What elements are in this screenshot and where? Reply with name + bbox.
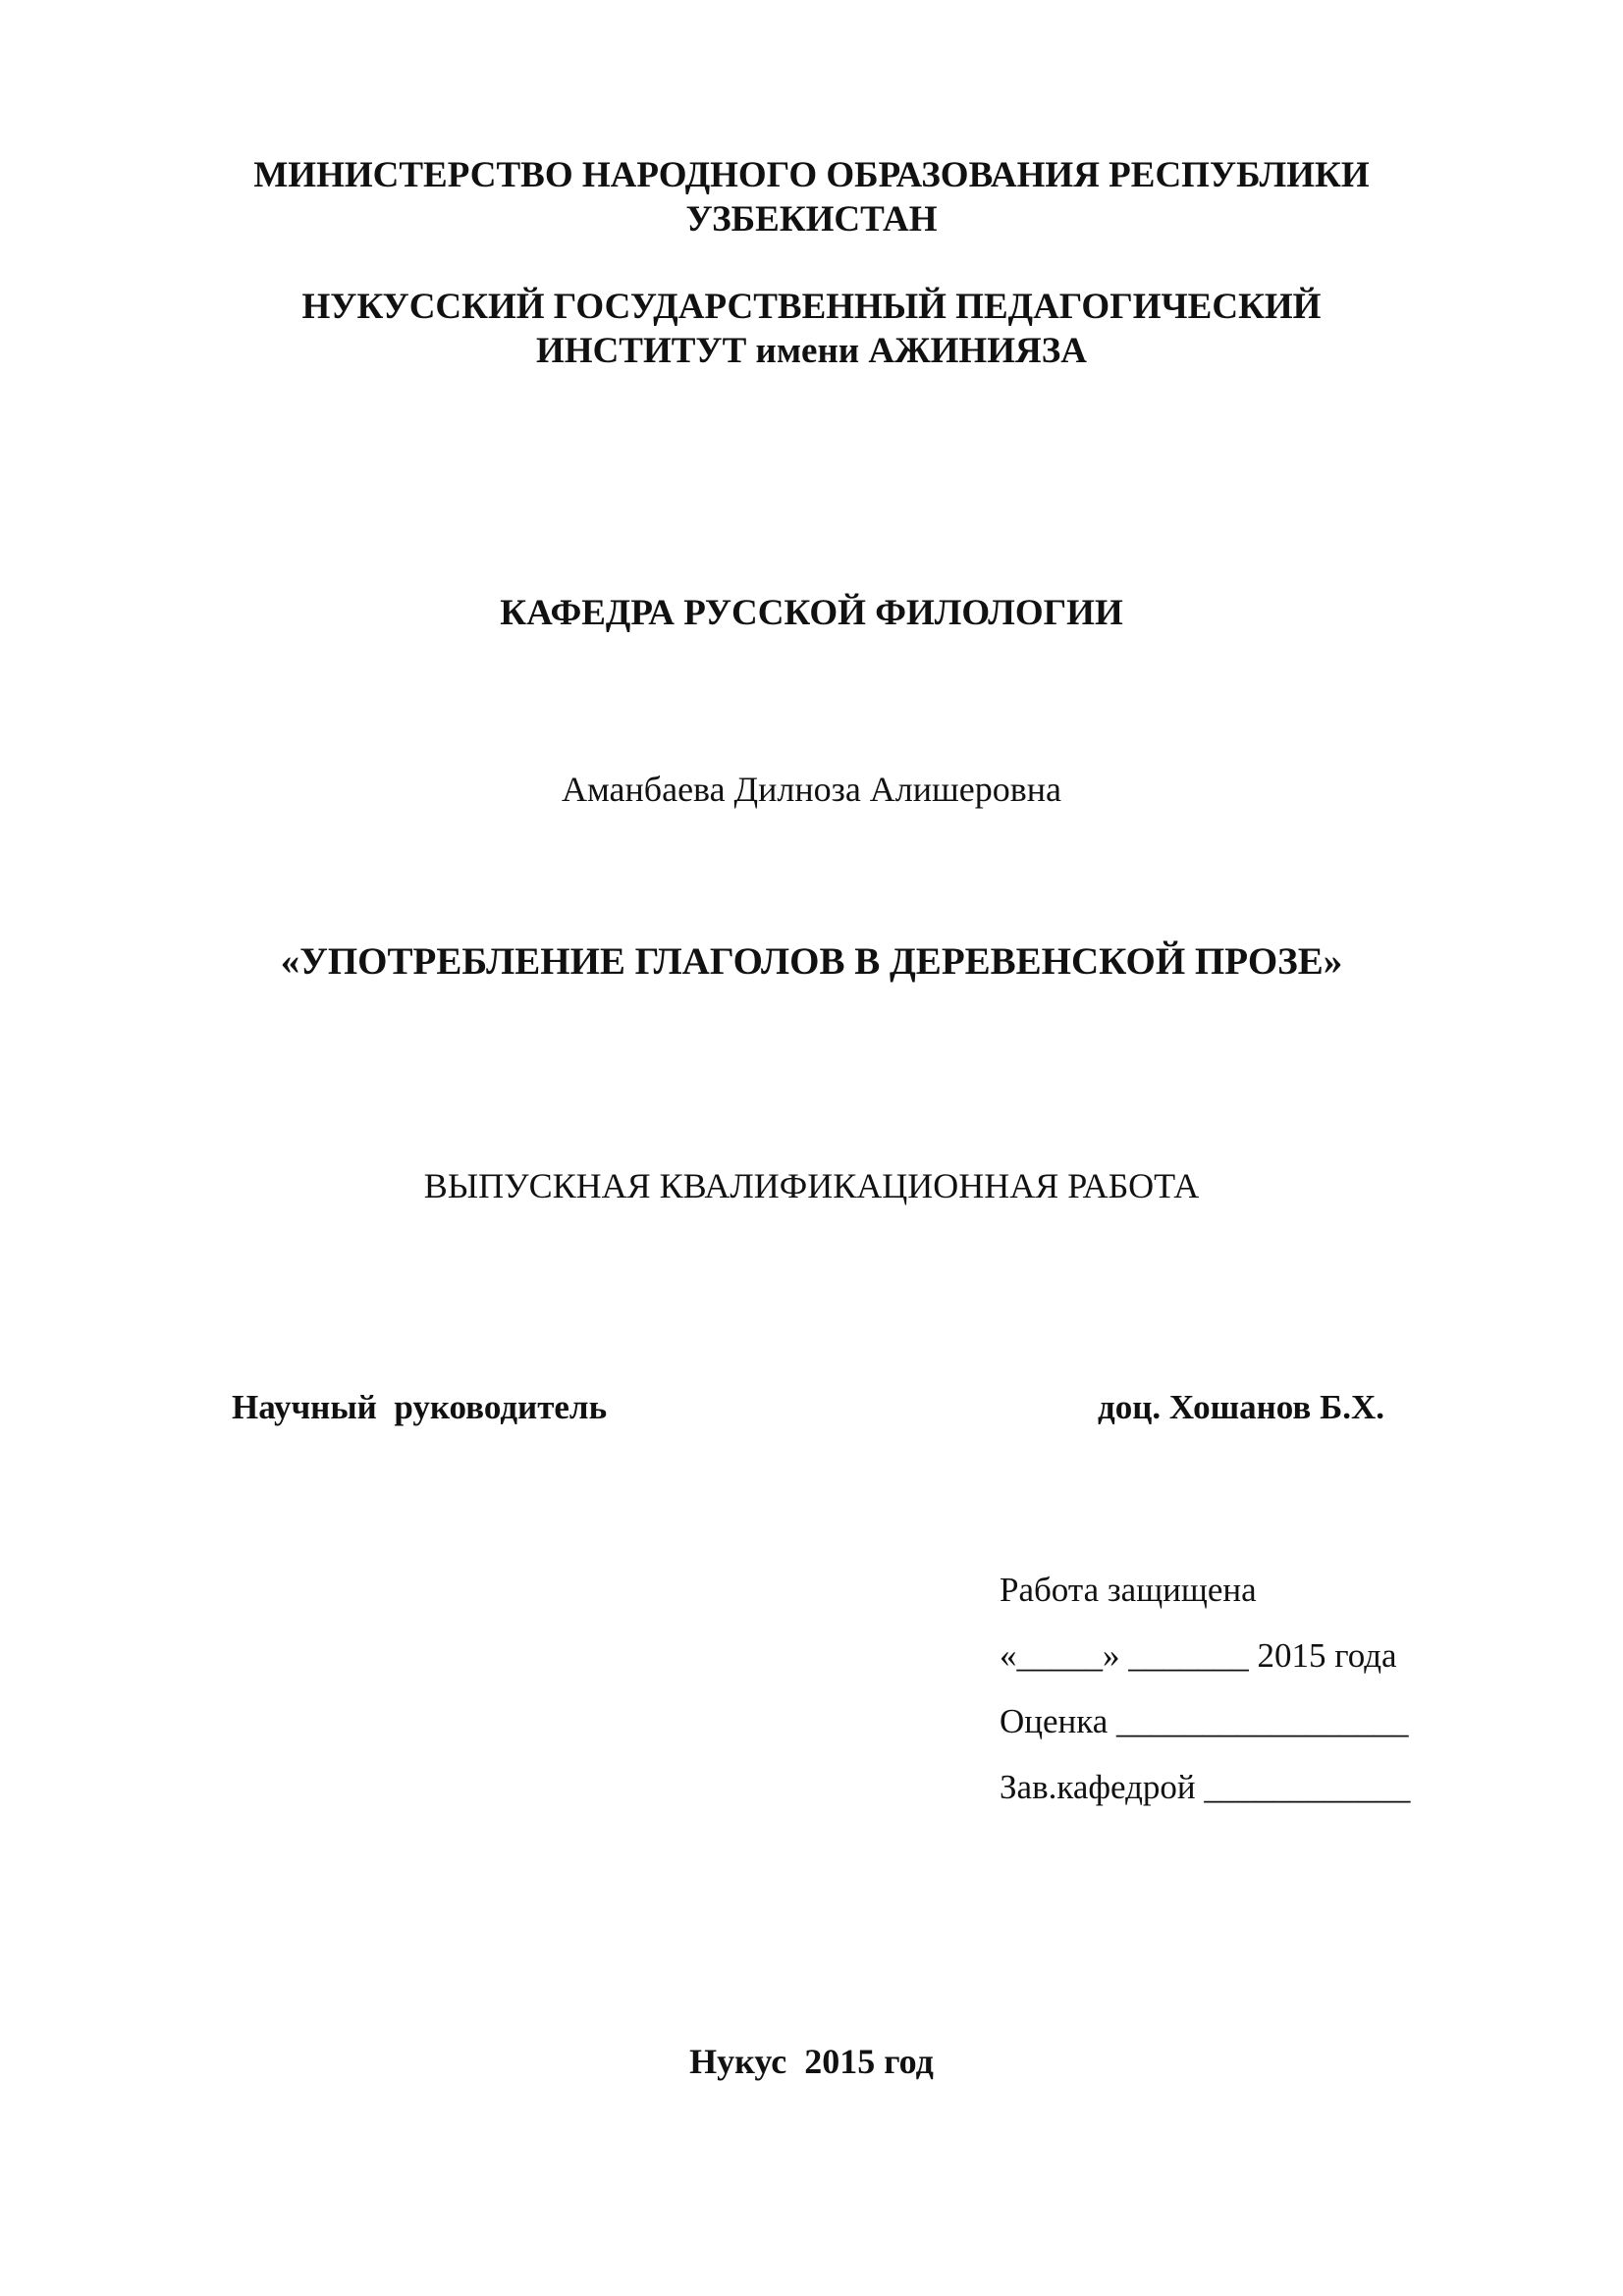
defense-grade-line: Оценка _________________ (1000, 1702, 1409, 1740)
defense-block (1000, 1557, 1410, 1820)
ministry-line-1: МИНИСТЕРСТВО НАРОДНОГО ОБРАЗОВАНИЯ РЕСПУБЛИКИ (253, 155, 1370, 195)
defense-status: Работа защищена (1000, 1571, 1257, 1609)
institute-line-1: НУКУССКИЙ ГОСУДАРСТВЕННЫЙ ПЕДАГОГИЧЕСКИЙ (301, 287, 1322, 327)
advisor-label: Научный руководитель (232, 1388, 608, 1426)
work-type: ВЫПУСКНАЯ КВАЛИФИКАЦИОННАЯ РАБОТА (423, 1166, 1200, 1205)
defense-head-line: Зав.кафедрой ____________ (1000, 1768, 1411, 1806)
institute-heading (0, 285, 1623, 373)
department-heading: КАФЕДРА РУССКОЙ ФИЛОЛОГИИ (500, 593, 1123, 633)
ministry-line-2: УЗБЕКИСТАН (685, 199, 938, 240)
author-name: Аманбаева Дилноза Алишеровна (562, 770, 1061, 809)
defense-date-line: «_____» _______ 2015 года (1000, 1636, 1397, 1675)
ministry-heading (0, 153, 1623, 241)
place-year-footer: Нукус 2015 год (689, 2042, 934, 2081)
thesis-title: «УПОТРЕБЛЕНИЕ ГЛАГОЛОВ В ДЕРЕВЕНСКОЙ ПРОЗЕ» (280, 940, 1343, 983)
advisor-name: доц. Хошанов Б.Х. (1098, 1388, 1384, 1426)
institute-line-2: ИНСТИТУТ имени АЖИНИЯЗА (536, 331, 1087, 371)
